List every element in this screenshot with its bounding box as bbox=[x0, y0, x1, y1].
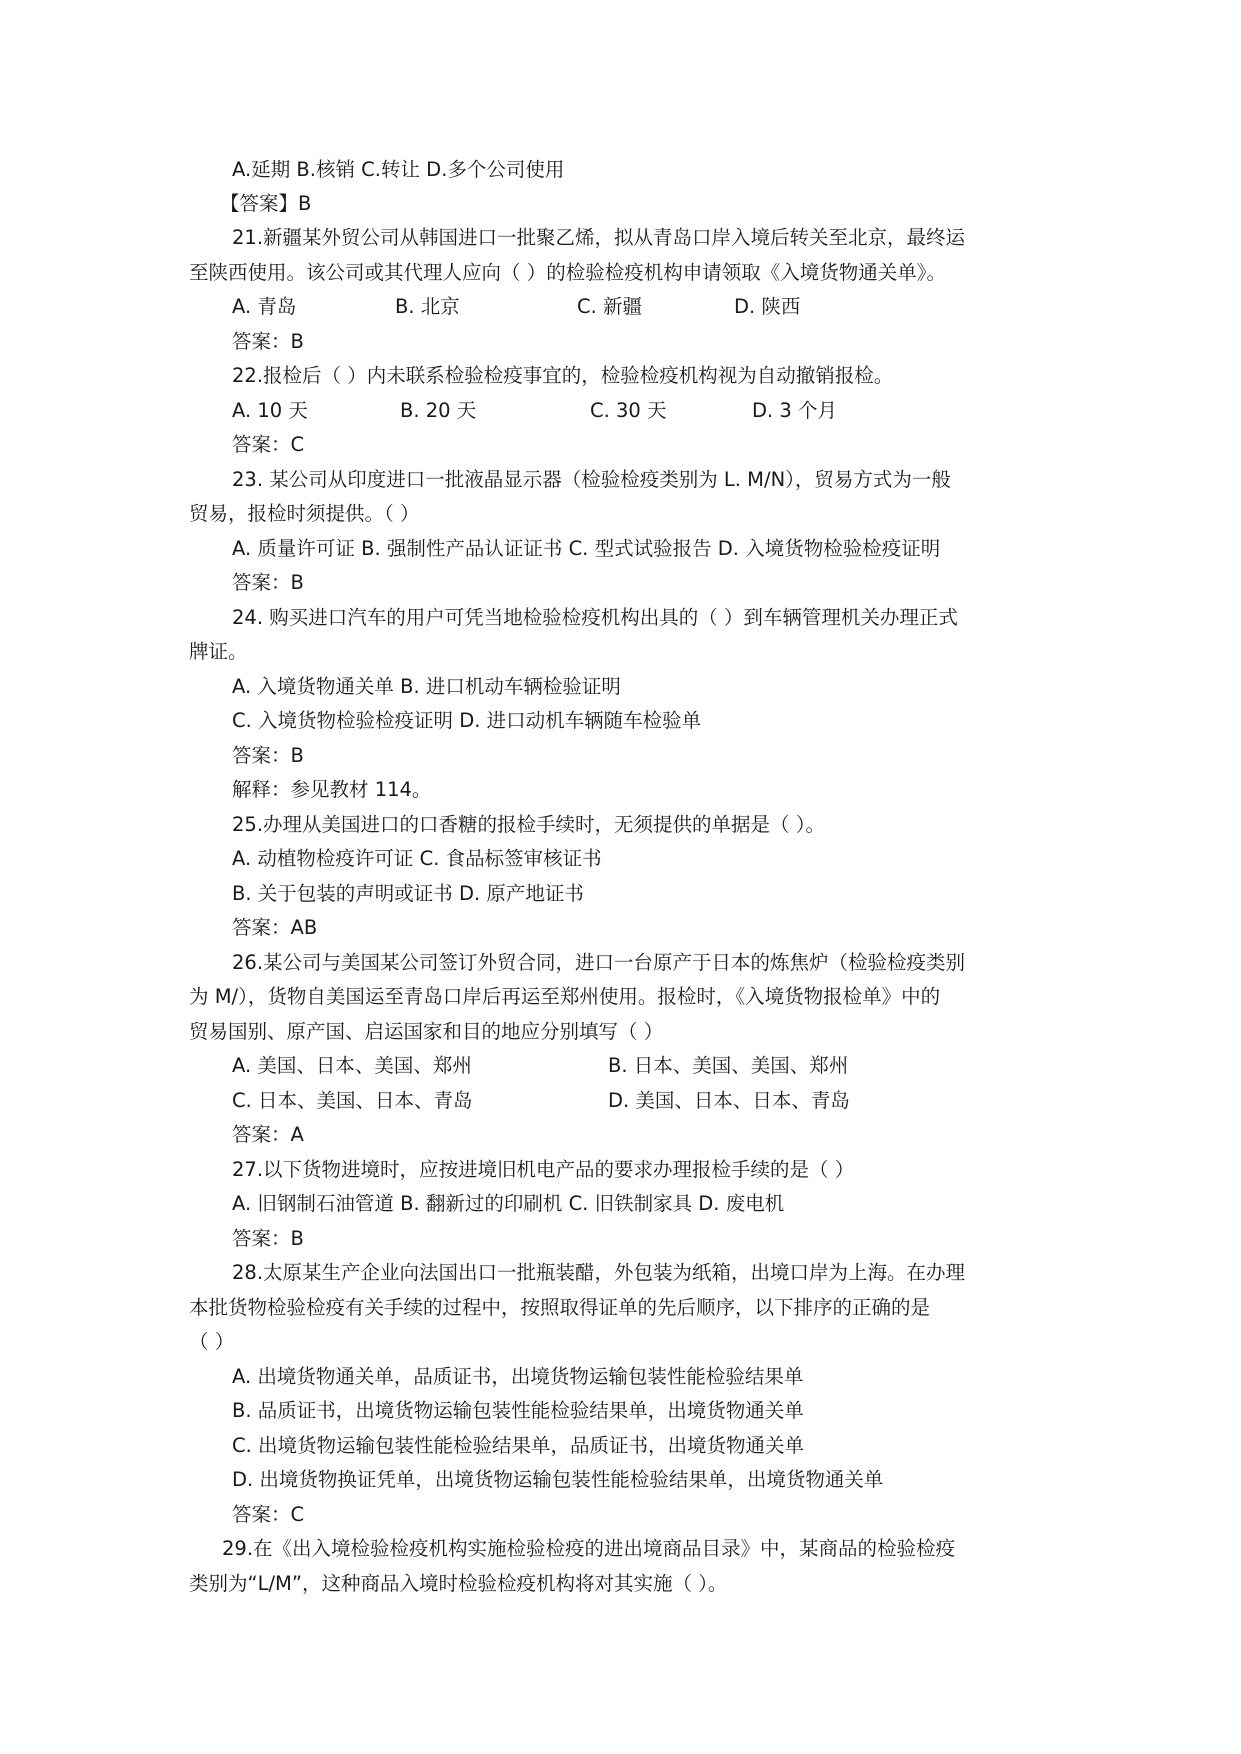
q21-option-c: C. 新疆 bbox=[577, 295, 643, 318]
q20-options: A.延期 B.核销 C.转让 D.多个公司使用 bbox=[232, 158, 565, 181]
q21-option-a: A. 青岛 bbox=[232, 295, 297, 318]
q22-option-a: A. 10 天 bbox=[232, 399, 308, 422]
q27-answer: 答案：B bbox=[232, 1227, 304, 1250]
q20-answer: 【答案】B bbox=[220, 192, 312, 215]
q26-option-b: B. 日本、美国、美国、郑州 bbox=[608, 1054, 849, 1077]
q26-option-a: A. 美国、日本、美国、郑州 bbox=[232, 1054, 472, 1077]
q25-answer: 答案：AB bbox=[232, 916, 318, 939]
q21-text-cont: 至陕西使用。该公司或其代理人应向（ ）的检验检疫机构申请领取《入境货物通关单》。 bbox=[189, 261, 946, 284]
q29-text: 29.在《出入境检验检疫机构实施检验检疫的进出境商品目录》中，某商品的检验检疫 bbox=[222, 1537, 956, 1560]
q22-option-b: B. 20 天 bbox=[400, 399, 477, 422]
q22-answer: 答案：C bbox=[232, 433, 305, 456]
q27-text: 27.以下货物进境时，应按进境旧机电产品的要求办理报检手续的是（ ） bbox=[232, 1158, 855, 1181]
q25-options-row1: A. 动植物检疫许可证 C. 食品标签审核证书 bbox=[232, 847, 602, 870]
q28-option-a: A. 出境货物通关单，品质证书，出境货物运输包装性能检验结果单 bbox=[232, 1365, 804, 1388]
q28-option-c: C. 出境货物运输包装性能检验结果单，品质证书，出境货物通关单 bbox=[232, 1434, 805, 1457]
q23-options: A. 质量许可证 B. 强制性产品认证证书 C. 型式试验报告 D. 入境货物检验检疫证明 bbox=[232, 537, 941, 560]
q26-text-cont: 为 M/），货物自美国运至青岛口岸后再运至郑州使用。报检时，《入境货物报检单》中的 bbox=[189, 985, 941, 1008]
q22-option-c: C. 30 天 bbox=[590, 399, 667, 422]
q25-options-row2: B. 关于包装的声明或证书 D. 原产地证书 bbox=[232, 882, 584, 905]
q23-text-cont: 贸易，报检时须提供。（ ） bbox=[189, 502, 420, 525]
q24-options-row1: A. 入境货物通关单 B. 进口机动车辆检验证明 bbox=[232, 675, 621, 698]
q25-text: 25.办理从美国进口的口香糖的报检手续时，无须提供的单据是（ ）。 bbox=[232, 813, 825, 836]
q24-options-row2: C. 入境货物检验检疫证明 D. 进口动机车辆随车检验单 bbox=[232, 709, 702, 732]
q26-option-c: C. 日本、美国、日本、青岛 bbox=[232, 1089, 473, 1112]
q23-text: 23. 某公司从印度进口一批液晶显示器（检验检疫类别为 L. M/N），贸易方式为一般 bbox=[232, 468, 951, 491]
q27-options: A. 旧钢制石油管道 B. 翻新过的印刷机 C. 旧铁制家具 D. 废电机 bbox=[232, 1192, 785, 1215]
q24-answer: 答案：B bbox=[232, 744, 304, 767]
q24-text: 24. 购买进口汽车的用户可凭当地检验检疫机构出具的（ ）到车辆管理机关办理正式 bbox=[232, 606, 958, 629]
q26-answer: 答案：A bbox=[232, 1123, 304, 1146]
q28-option-b: B. 品质证书，出境货物运输包装性能检验结果单，出境货物通关单 bbox=[232, 1399, 804, 1422]
q21-option-b: B. 北京 bbox=[395, 295, 460, 318]
q23-answer: 答案：B bbox=[232, 571, 304, 594]
q21-text: 21.新疆某外贸公司从韩国进口一批聚乙烯，拟从青岛口岸入境后转关至北京，最终运 bbox=[232, 226, 966, 249]
q28-option-d: D. 出境货物换证凭单，出境货物运输包装性能检验结果单，出境货物通关单 bbox=[232, 1468, 884, 1491]
q28-text: 28.太原某生产企业向法国出口一批瓶装醋，外包装为纸箱，出境口岸为上海。在办理 bbox=[232, 1261, 966, 1284]
q24-text-cont: 牌证。 bbox=[189, 640, 248, 663]
q26-text-cont2: 贸易国别、原产国、启运国家和目的地应分别填写（ ） bbox=[189, 1020, 664, 1043]
q29-text-cont: 类别为“L/M”，这种商品入境时检验检疫机构将对其实施（ ）。 bbox=[189, 1572, 728, 1595]
q22-text: 22.报检后（ ）内未联系检验检疫事宜的，检验检疫机构视为自动撤销报检。 bbox=[232, 364, 894, 387]
q28-text-cont: 本批货物检验检疫有关手续的过程中，按照取得证单的先后顺序，以下排序的正确的是 bbox=[189, 1296, 931, 1319]
q21-option-d: D. 陕西 bbox=[734, 295, 801, 318]
q22-option-d: D. 3 个月 bbox=[752, 399, 838, 422]
q21-answer: 答案：B bbox=[232, 330, 304, 353]
q26-option-d: D. 美国、日本、日本、青岛 bbox=[608, 1089, 850, 1112]
q26-text: 26.某公司与美国某公司签订外贸合同，进口一台原产于日本的炼焦炉（检验检疫类别 bbox=[232, 951, 966, 974]
q24-explanation: 解释：参见教材 114。 bbox=[232, 778, 432, 801]
q28-text-cont2: （ ） bbox=[189, 1330, 235, 1353]
q28-answer: 答案：C bbox=[232, 1503, 305, 1526]
